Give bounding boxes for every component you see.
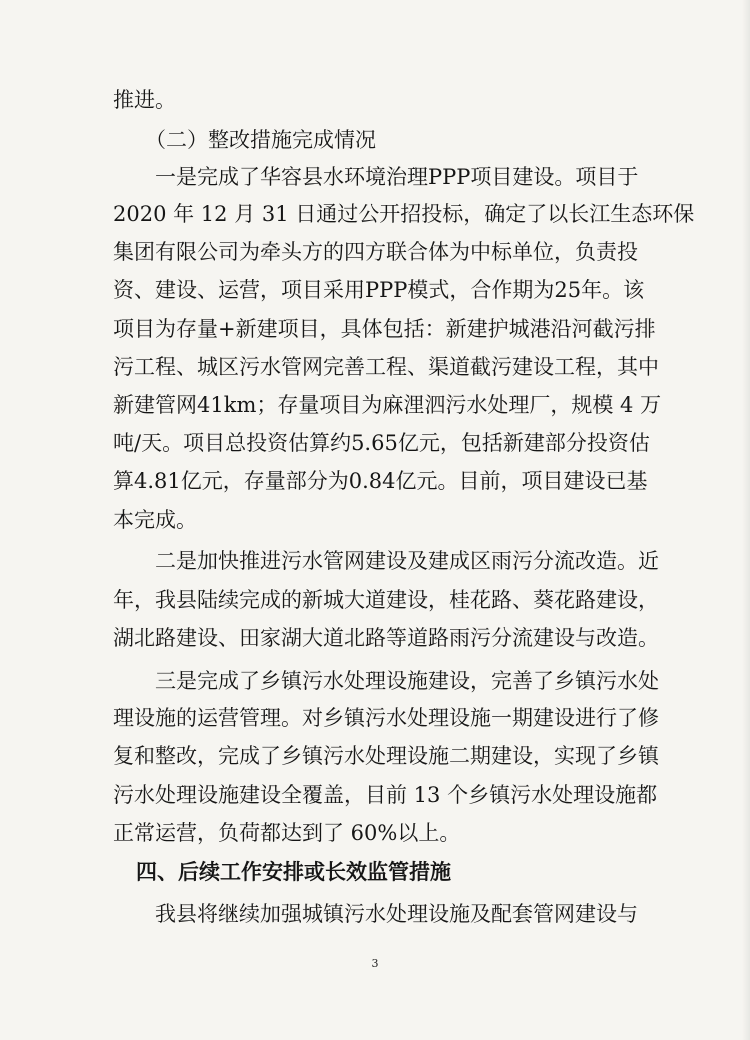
paragraph-line: 集团有限公司为牵头方的四方联合体为中标单位，负责投 bbox=[113, 240, 638, 264]
paper-edge-shadow bbox=[742, 0, 750, 1040]
page-number: 3 bbox=[371, 957, 379, 970]
paragraph-line: 本完成。 bbox=[113, 508, 197, 532]
paragraph-line: 复和整改，完成了乡镇污水处理设施二期建设，实现了乡镇 bbox=[113, 744, 659, 768]
paragraph-line: 污工程、城区污水管网完善工程、渠道截污建设工程，其中 bbox=[113, 355, 659, 379]
paragraph-line: 年，我县陆续完成的新城大道建设，桂花路、葵花路建设， bbox=[113, 588, 659, 612]
paragraph-line: 二是加快推进污水管网建设及建成区雨污分流改造。近 bbox=[155, 549, 659, 573]
paragraph-line: 三是完成了乡镇污水处理设施建设，完善了乡镇污水处 bbox=[155, 669, 659, 693]
paragraph-line: 项目为存量+新建项目，具体包括：新建护城港沿河截污排 bbox=[113, 317, 656, 341]
paragraph-line: 2020 年 12 月 31 日通过公开招投标，确定了以长江生态环保 bbox=[113, 202, 695, 226]
section-heading: 四、后续工作安排或长效监管措施 bbox=[136, 860, 451, 884]
paragraph-line: 我县将继续加强城镇污水处理设施及配套管网建设与 bbox=[155, 902, 638, 926]
paragraph-line: 一是完成了华容县水环境治理PPP项目建设。项目于 bbox=[155, 165, 639, 189]
paragraph-line: 吨/天。项目总投资估算约5.65亿元，包括新建部分投资估 bbox=[113, 431, 650, 455]
paragraph-line: 新建管网41km；存量项目为麻浬泗污水处理厂，规模 4 万 bbox=[113, 393, 662, 417]
paragraph-line: 资、建设、运营，项目采用PPP模式，合作期为25年。该 bbox=[113, 278, 645, 302]
paragraph-line: 污水处理设施建设全覆盖，目前 13 个乡镇污水处理设施都 bbox=[113, 783, 658, 807]
subsection-heading: （二）整改措施完成情况 bbox=[145, 128, 376, 152]
paragraph-line: 算4.81亿元，存量部分为0.84亿元。目前，项目建设已基 bbox=[113, 469, 648, 493]
text-line: 推进。 bbox=[113, 88, 176, 112]
paragraph-line: 理设施的运营管理。对乡镇污水处理设施一期建设进行了修 bbox=[113, 706, 659, 730]
paragraph-line: 湖北路建设、田家湖大道北路等道路雨污分流建设与改造。 bbox=[113, 626, 659, 650]
paragraph-line: 正常运营，负荷都达到了 60%以上。 bbox=[113, 821, 461, 845]
